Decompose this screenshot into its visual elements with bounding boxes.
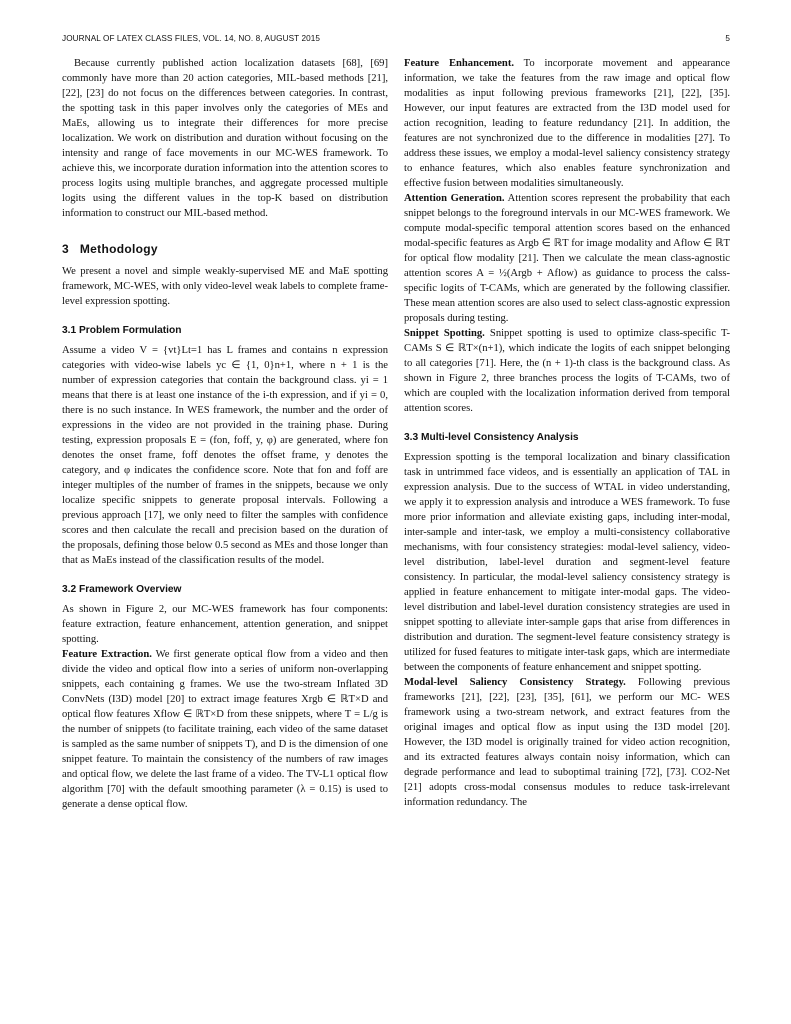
running-header <box>62 34 730 48</box>
attention-generation-heading: Attention Generation. <box>404 193 505 204</box>
multilevel-consistency-paragraph: Expression spotting is the temporal localization and binary classification task in untrimmed face videos, and is essentially an application of TAL in expression analysis. Due to the success of WTAL in video understanding, we apply it to expression analysis and introduce a WES framework. To fuse more prior information and alleviate existing gaps, including inter-modal, inter-sample and inter-task, we employ a multi-consistency collaborative mechanisms, with four consistency strategies: modal-level saliency, video-level distribution, label-level duration and segment-level feature consistency. In particular, the modal-level saliency consistency strategy is applied in feature enhancement to mitigate inter-modal gaps. The video-level distribution and label-level duration consistency strategies are used in snippet spotting to alleviate inter-sample gaps that arise from differences in distribution and duration. The segment-level feature consistency strategy is utilized for fused features to mitigate inter-task gaps, which are intermediate between the components of feature enhancement and snippet spotting. <box>404 452 730 673</box>
attention-generation-paragraph <box>404 191 730 326</box>
attention-generation-text: Attention scores represent the probability that each snippet belongs to the foreground intervals in our MC-WES framework. We compute modal-specific temporal attention scores based on the enhanced modal-specific features as Argb ∈ ℝT for image modality and Aflow ∈ ℝT for optical flow modality [21]. Then we calculate the mean class-agnostic attention scores A = ½(Argb + Aflow) as guidance to process the calss-specific logits of T-CAMs, which are generated by the following classifier. These mean attention scores are also used to select class-agnostic expression proposals during testing. <box>404 193 731 324</box>
page-number: 5 <box>725 34 730 43</box>
left-column <box>62 56 388 812</box>
methodology-paragraph: We present a novel and simple weakly-supervised ME and MaE spotting framework, MC-WES, with only video-level weak labels to complete frame-level expression spotting. <box>62 266 388 307</box>
modal-level-saliency-paragraph <box>404 675 730 810</box>
problem-formulation-paragraph: Assume a video V = {vt}Lt=1 has L frames and contains n expression categories with video-wise labels yc ∈ {1, 0}n+1, where n + 1 is the number of expression categories that contain the background class. yi = 1 means that there is at least one instance of the i-th expression, and if yi = 0, there is no such instance. In WES framework, the number and the order of expressions in the video are not provided in the training phase. During testing, expression proposals E = (fon, foff, y, φ) are generated, where fon denotes the onset frame, foff denotes the offset frame, y denotes the category, and φ indicates the confidence score. Note that fon and foff are integer multiples of the number of frames in the snippets, because we only localize specific snippets to generate proposal intervals. Following a previous approach [17], we only need to filter the samples with confidence scores and then calculate the recall and precision based on the duration of the proposals, defining those below 0.5 second as MEs and those longer than that as MaEs instead of the classification results of the model. <box>62 345 388 566</box>
feature-extraction-text: We first generate optical flow from a video and then divide the video and optical flow into a series of uniform non-overlapping snippets, each containing g frames. We use the two-stream Inflated 3D ConvNets (I3D) model [20] to extract image features Xrgb ∈ ℝT×D and optical flow features Xflow ∈ ℝT×D from these snippets, where T = L/g is the number of snippets (to facilitate training, each video of the same dataset is sampled as the same number of snippets T), and D is the dimension of one snippet feature. To maintain the consistency of the numbers of raw images and optical flow, we delete the last frame of a video. The TV-L1 optical flow algorithm [70] with the default smoothing parameter (λ = 0.15) is used to generate a dense optical flow. <box>62 649 388 810</box>
modal-level-saliency-text: Following previous frameworks [21], [22], [23], [35], [61], we perform our MC- WES framework using a two-stream network, and extract features from the original images and optical flow as input using the I3D model [20]. However, the I3D model is originally trained for video action recognition, and its extracted features always contain noisy information, which can degrade performance and lead to suboptimal training [72], [73]. CO2-Net [21] adopts cross-modal consensus modules to reduce task-irrelevant information redundancy. The <box>404 677 730 808</box>
framework-overview-paragraph: As shown in Figure 2, our MC-WES framework has four components: feature extraction, feature enhancement, attention generation, and snippet spotting. <box>62 604 388 645</box>
subsection-heading-framework-overview: 3.2 Framework Overview <box>62 584 182 595</box>
modal-level-saliency-heading: Modal-level Saliency Consistency Strategy. <box>404 677 626 688</box>
feature-enhancement-text: To incorporate movement and appearance information, we take the features from the raw image and optical flow modalities as input following previous frameworks [21], [22], [35]. However, our input features are extracted from the I3D model used for action recognition, leading to feature redundancy [21]. In addition, the features are not synchronized due to the difference in modalities [27]. To address these issues, we employ a modal-level saliency consistency strategy to enhance features, which also enables feature synchronization and effective fusion between modalities simultaneously. <box>404 58 730 189</box>
right-column <box>404 56 730 810</box>
feature-enhancement-heading: Feature Enhancement. <box>404 58 514 69</box>
subsection-heading-multilevel-consistency: 3.3 Multi-level Consistency Analysis <box>404 432 579 443</box>
section-title: Methodology <box>79 242 158 256</box>
feature-extraction-heading: Feature Extraction. <box>62 649 152 660</box>
feature-enhancement-paragraph <box>404 56 730 191</box>
snippet-spotting-heading: Snippet Spotting. <box>404 328 485 339</box>
subsection-heading-problem-formulation: 3.1 Problem Formulation <box>62 325 182 336</box>
intro-paragraph: Because currently published action localization datasets [68], [69] commonly have more than 20 action categories, MIL-based methods [21], [22], [23] do not focus on the differences between categories. In contrast, the spotting task in this paper involves only the categories of MEs and MaEs, allowing us to integrate their differences for more precise localization. We work on distribution and duration without focusing on the intensity and range of face movements in our MC-WES framework. To achieve this, we incorporate duration information into the attention scores to process logits using multiple branches, and aggregate processed multiple logits using the different values in the top-K based on distribution information to construct our MIL-based method. <box>62 58 388 219</box>
snippet-spotting-paragraph <box>404 326 730 416</box>
snippet-spotting-text: Snippet spotting is used to optimize class-specific T-CAMs S ∈ ℝT×(n+1), which indicate the logits of each snippet belonging to all categories [71]. Here, the (n + 1)-th class is the background class. As shown in Figure 2, three branches process the logits of T-CAMs, two of which are coupled with the localization information derived from temporal attention scores. <box>404 328 731 414</box>
section-number: 3 <box>62 242 69 256</box>
feature-extraction-paragraph <box>62 647 388 812</box>
journal-title: JOURNAL OF LATEX CLASS FILES, VOL. 14, NO. 8, AUGUST 2015 <box>62 34 321 43</box>
section-heading <box>62 242 388 256</box>
